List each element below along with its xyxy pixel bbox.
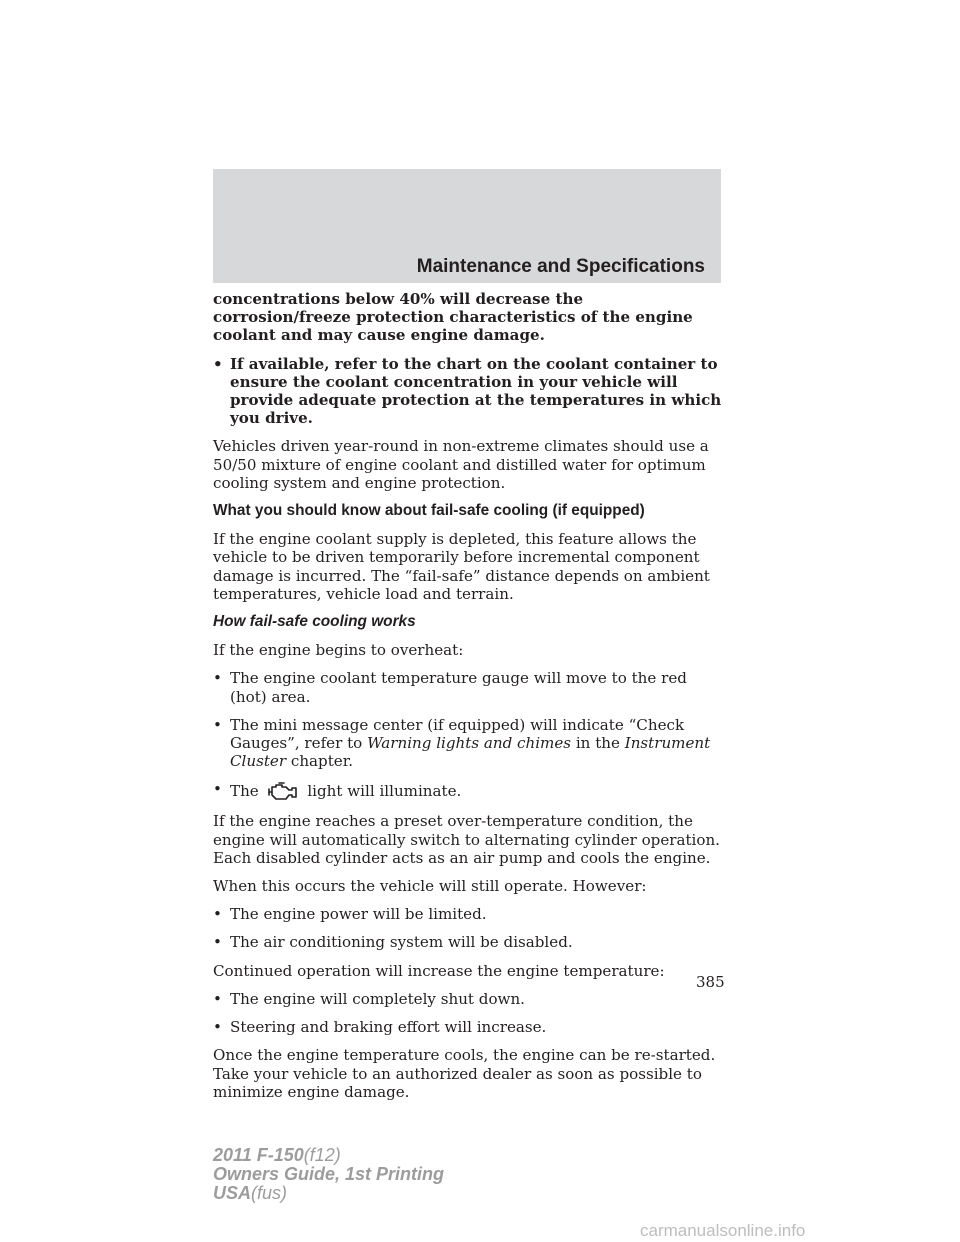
paragraph: Vehicles driven year-round in non-extreme climates should use a 50/50 mixture of engine coolant and distilled water for optimum cooling system and engine protection. xyxy=(213,437,709,492)
page-number: 385 xyxy=(696,973,725,991)
check-engine-icon xyxy=(267,780,301,802)
bullet-item xyxy=(213,780,725,802)
print-footer xyxy=(213,1146,444,1203)
bullet-text: light will illuminate. xyxy=(307,782,462,801)
bullet-dot: • xyxy=(213,1018,222,1037)
bullet-text: If available, refer to the chart on the coolant container to ensure the coolant concentration in your vehicle will provide adequate protection at the temperatures in which you drive. xyxy=(230,354,722,428)
bullet-item xyxy=(213,355,725,428)
paragraph: Continued operation will increase the engine temperature: xyxy=(213,961,665,980)
bullet-text: The engine coolant temperature gauge will move to the red (hot) area. xyxy=(230,669,687,706)
paragraph: If the engine reaches a preset over-temperature condition, the engine will automatically switch to alternating cylinder operation. Each disabled cylinder acts as an air pump and cools the engine. xyxy=(213,812,720,867)
bullet-text: The air conditioning system will be disabled. xyxy=(230,933,573,952)
footer-model: 2011 F-150 xyxy=(213,1145,304,1165)
bullet-item xyxy=(213,905,725,923)
paragraph: If the engine begins to overheat: xyxy=(213,641,464,660)
page-content xyxy=(213,290,725,1111)
footer-line xyxy=(213,1146,444,1165)
bullet-text: chapter. xyxy=(290,752,354,771)
bullet-text: Steering and braking effort will increase. xyxy=(230,1018,547,1037)
bullet-dot: • xyxy=(213,354,223,373)
cross-reference: Instrument Cluster xyxy=(230,734,711,771)
section-heading: What you should know about fail-safe cooling (if equipped) xyxy=(213,502,645,520)
footer-market: USA xyxy=(213,1183,252,1203)
bullet-item xyxy=(213,1018,725,1036)
watermark: carmanualsonline.info xyxy=(640,1221,806,1240)
bullet-text: The mini message center (if equipped) will indicate “Check Gauges”, refer to xyxy=(230,715,685,753)
bullet-text: The xyxy=(230,782,259,801)
footer-line xyxy=(213,1184,444,1203)
section-title: Maintenance and Specifications xyxy=(416,256,705,277)
bullet-continuation: concentrations below 40% will decrease the corrosion/freeze protection characteristics of the engine coolant and may cause engine damage. xyxy=(213,290,693,345)
bullet-dot: • xyxy=(213,780,222,799)
bullet-dot: • xyxy=(213,905,222,924)
cross-reference: Warning lights and chimes xyxy=(367,734,572,753)
subsection-heading: How fail-safe cooling works xyxy=(213,613,416,631)
bullet-text: The engine power will be limited. xyxy=(230,905,487,924)
paragraph: If the engine coolant supply is depleted, this feature allows the vehicle to be driven temporarily before incremental component damage is incurred. The “fail-safe” distance depends on ambient temperatures, vehicle load and terrain. xyxy=(213,530,710,603)
footer-model-code: (f12) xyxy=(303,1145,341,1165)
bullet-item xyxy=(213,933,725,951)
paragraph: When this occurs the vehicle will still operate. However: xyxy=(213,877,647,896)
section-header-band xyxy=(213,169,721,283)
bullet-dot: • xyxy=(213,669,222,688)
bullet-dot: • xyxy=(213,989,222,1008)
footer-guide: Owners Guide, 1st Printing xyxy=(213,1164,445,1184)
paragraph: Once the engine temperature cools, the engine can be re-started. Take your vehicle to an authorized dealer as soon as possible to minimize engine damage. xyxy=(213,1046,716,1101)
bullet-item xyxy=(213,716,725,771)
bullet-item xyxy=(213,990,725,1008)
bullet-text: The engine will completely shut down. xyxy=(230,989,525,1008)
bullet-item xyxy=(213,669,725,705)
bullet-dot: • xyxy=(213,933,222,952)
bullet-dot: • xyxy=(213,715,222,734)
bullet-text: in the xyxy=(575,734,620,753)
footer-market-code: (fus) xyxy=(251,1183,288,1203)
